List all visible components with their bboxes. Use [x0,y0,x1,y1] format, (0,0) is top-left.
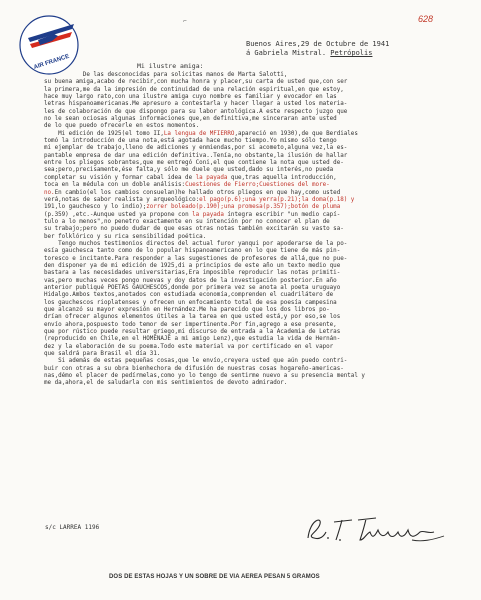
body-line: sea;pero,precisamente,ése falta,y sólo me duele que usted,dado su interés,no pueda [44,167,334,174]
body-line: En cambio(el los cambios consuelan)he hallado otros pliegos en que hay,como usted [54,189,341,196]
body-line: dez y la elaboración de su poema.Todo este material va por certificado en el vapor [44,343,334,350]
archive-mark: ⌐ [183,18,187,25]
red-annotation: el pago(p.6);una yerra(p.21);la doma(p.18) y [199,196,355,203]
body-line: entre los pliegos sobrantes,que me entregó Coni,el que contiene la nota que usted de- [44,160,344,167]
red-annotation: Cuestiones de Fierro; [185,182,260,189]
red-annotation: Cuestiones del more- [259,182,330,189]
body-line: ,apareció en 1930),de que Berdiales [234,130,358,137]
red-annotation: la payada [195,174,228,181]
body-line: nas,démo el placer de pedírmelas,como yo lo tengo de sentirme nuevo a su presencia mental y [44,373,365,380]
letter-body [44,72,460,388]
body-line: íntegra escribir "un medio capí- [223,211,341,218]
svg-text:AIR FRANCE: AIR FRANCE [33,53,71,71]
body-line: verá,notas de sabor realista y arqueológico: [44,196,200,203]
body-line: De las desconocidas para solicitas manos de Marta Salotti, [44,72,288,78]
body-line: esía gauchesca tanto como de lo popular hispanoamericano en lo que tiene de más pin- [44,248,341,255]
body-line: anterior publiqué POETAS GAUCHESCOS,donde por primera vez se anota al poeta uruguayo [44,284,341,291]
body-line: vas,pero muchas veces pongo nuevas y doy datos de la investigación posterior.En año [44,277,337,284]
body-line: los gauchescos rioplatenses y ofrecen un enfocamiento total de esa poesía campesina [44,299,337,306]
air-france-logo [18,14,80,76]
body-line: tomó la introducción de una nota,está agotada hace mucho tiempo.Yo mismo sólo tengo [44,138,337,145]
body-line: ,etc.-Aunque usted ya propone con [72,211,193,218]
body-line: su buena amiga,acabo de recibir,con mucha honra y placer,su carta de usted que,con ser [44,79,348,86]
red-annotation: zorrer boleado(p.190);una promesa(p.357);botón de pluma [146,204,341,211]
body-line: den disponer ya de mi edición de 1925,di a principios de este año un texto medio que [44,262,341,269]
body-line: pantable empresa de dar una edición definitiva..Tenía,no obstante,la ilusión de hallar [44,152,348,159]
sender-address: s/c LARREA 1196 [45,524,100,531]
body-line: que por rústico puede resultar griego,mi discurso de entrada a la Academia de Letras [44,329,341,336]
place: Petrópolis [330,49,373,57]
body-line: Hidalgo.Ambos textos,anotados con estudiada economía,comprenden el cuadrilátero de [44,292,334,299]
body-line: Si además de estas pequeñas cosas,que le envío,creyera usted que aún puedo contri- [44,358,348,365]
body-line: que,tras aquella introducción, [227,174,337,181]
handwritten-signature [300,510,450,546]
body-line: mi ejemplar de trabajo,lleno de adiciones y enmiendas,por si acometo,alguna vez,la es- [44,145,348,152]
body-line: (reproducido en Chile,en el HOMENAJE a mi amigo Lenz),que estudia la vida de Hernán- [44,336,341,343]
archive-reference-number: 628 [418,14,434,24]
body-line: tulo a lo menos",no penetro exactamente en su intención por no conocer el plan de [44,218,330,225]
body-line: toca en la médula con un doble análisis: [44,182,186,189]
body-line: envío ahora,pospuesto todo temor de ser impertinente.Por fin,agrego a ese presente, [44,321,337,328]
body-line: de lo que puedo ofrecerle en estos momentos. [44,123,200,130]
body-line: drían ofrecer algunos elementos útiles a la tarea en que usted está,y por eso,se los [44,314,341,321]
body-line: que saldrá para Brasil el día 31. [44,351,161,358]
body-line: (p.359) [44,211,73,218]
red-annotation: no. [44,189,55,196]
body-line: la primera,me da la impresión de continuidad de una relación espiritual,en que estoy, [44,86,344,93]
body-line: Mi edición de 1925(el tomo II, [44,130,164,137]
body-line: me da,ahora,el de saludarla con mis sentimientos de devoto admirador. [44,380,288,387]
body-line: letras hispanoamericanas.Me apresuro a contestarla y hacer llegar a usted los materia- [44,101,348,108]
city-date: Buenos Aires,29 de Octubre de 1941 [246,40,390,48]
body-line: 191,lo gauchesco y lo indio); [44,204,147,211]
body-line: hace muy largo rato,con una ilustre amiga cuyo nombre es familiar y evocador en las [44,94,337,101]
red-annotation: la payada [192,211,224,218]
body-line: Tengo muchos testimonios directos del actual furor yanqui por apoderarse de la po- [44,240,348,247]
body-line: que alcanzó su mayor expresión en Hernández.Me ha parecido que los dos libros po- [44,307,330,313]
dateline [246,40,389,58]
body-line: no le sean ociosas algunas informaciones que,en definitiva,me sinceraran ante usted [44,116,337,123]
body-line: les de colaboración de que dispongo para su labor antológica.A este respecto juzgo que [44,108,348,115]
footer-note: DOS DE ESTAS HOJAS Y UN SOBRE DE VIA AEREA PESAN 5 GRAMOS [109,574,320,580]
body-line: bastara a las necesidades universitarias,Era imposible reproducir las notas primiti- [44,270,341,277]
body-line: toresco e incitante.Para responder a las sugestiones de profesores de allá,que no pue- [44,255,348,262]
body-line: completar su visión y formar cabal idea de [44,174,196,181]
body-line: ber folklórico y su rica sensibilidad poética. [44,233,207,240]
handwritten-underline-red: La lengua de MFIERRO [163,130,235,137]
body-line: su trabajo;pero no puedo dudar de que esas otras notas también excitarán su vasto sa- [44,226,344,233]
salutation: Mi ilustre amiga: [137,62,204,70]
addressee: á Gabriela Mistral. [246,49,327,57]
body-line: buir con otras a su obra bienhechora de difusión de nuestras cosas hogareño-americas- [44,365,344,372]
